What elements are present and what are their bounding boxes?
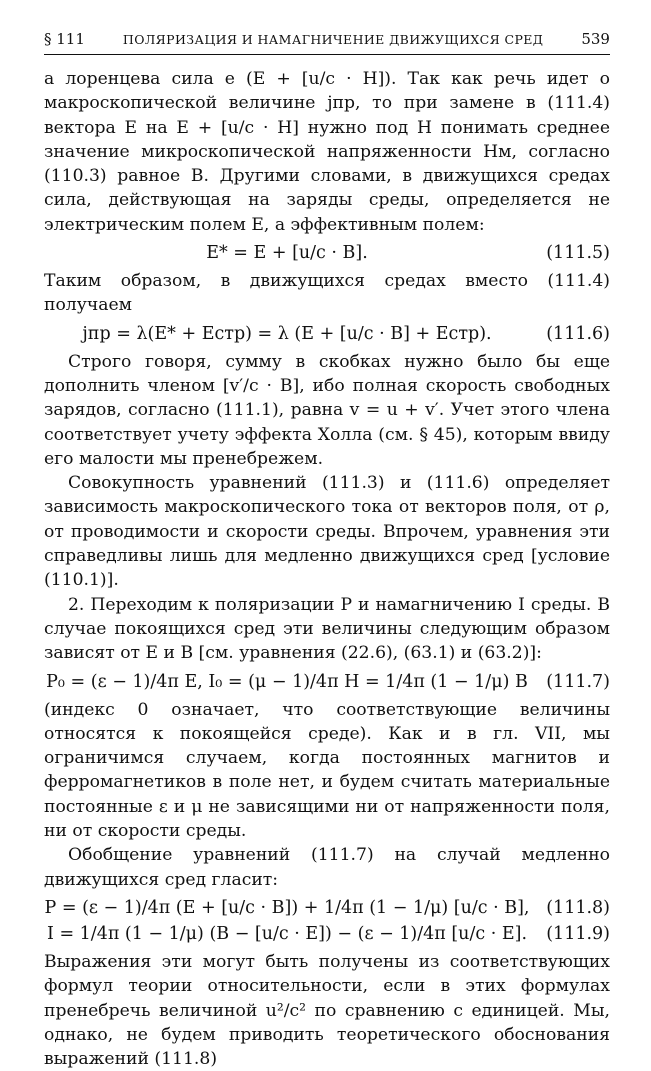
equation-111-5: [44, 243, 610, 263]
paragraph: Таким образом, в движущихся средах вместо (111.4) получаем: [44, 271, 610, 316]
page: [44, 30, 610, 1071]
equation-number: (111.5): [546, 243, 610, 264]
equation-number: (111.7): [546, 671, 610, 692]
paragraph: Совокупность уравнений (111.3) и (111.6) определяет зависимость макроскопического тока от векторов поля, от ρ, от проводимости и скорости среды. Впрочем, уравнения эти справедливы лишь для медленно движущихся сред [условие (110.1)].: [44, 473, 610, 591]
paragraph: 2. Переходим к поляризации P и намагничению I среды. В случае покоящихся сред эти величины следующим образом зависят от E и B [см. уравнения (22.6), (63.1) и (63.2)]:: [44, 594, 610, 664]
running-header: [44, 30, 610, 55]
section-number: § 111: [44, 30, 85, 48]
equation-formula: P₀ = (ε − 1)/4π E, I₀ = (μ − 1)/4π H = 1/4π (1 − 1/μ) B: [46, 671, 528, 692]
equation-111-9: [44, 924, 610, 944]
paragraph: Обобщение уравнений (111.7) на случай медленно движущихся сред гласит:: [44, 845, 610, 890]
equation-number: (111.9): [546, 923, 610, 944]
equation-formula: P = (ε − 1)/4π (E + [u/c · B]) + 1/4π (1 − 1/μ) [u/c · B],: [44, 897, 530, 918]
equation-number: (111.8): [546, 897, 610, 918]
paragraph: Выражения эти могут быть получены из соответствующих формул теории относительности, если в этих формулах пренебречь величиной u²/c² по сравнению с единицей. Мы, однако, не будем приводить теоретического обоснования выражений (111.8): [44, 951, 610, 1070]
equation-formula: E* = E + [u/c · B].: [206, 243, 368, 264]
paragraph: (индекс 0 означает, что соответствующие величины относятся к покоящейся среде). Как и в гл. VII, мы ограничимся случаем, когда постоянных магнитов и ферромагнетиков в поле нет, и будем считать материальные постоянные ε и μ не зависящими ни от напряженности поля, ни от скорости среды.: [44, 699, 610, 842]
equation-111-8: [44, 898, 610, 918]
paragraph: Строго говоря, сумму в скобках нужно было бы еще дополнить членом [v′/c · B], ибо полная скорость свободных зарядов, согласно (111.1), равна v = u + v′. Учет этого члена соответствует учету эффекта Холла (см. § 45), которым ввиду его малости мы пренебрежем.: [44, 351, 610, 469]
page-body: [44, 67, 610, 1071]
equation-formula: I = 1/4π (1 − 1/μ) (B − [u/c · E]) − (ε − 1)/4π [u/c · E].: [46, 923, 528, 944]
page-number: 539: [581, 30, 610, 48]
equation-111-6: [44, 324, 610, 344]
paragraph: а лоренцева сила e (E + [u/c · H]). Так как речь идет о макроскопической величине jпр, то при замене в (111.4) вектора E на E + [u/c · H] нужно под H понимать среднее значение микроскопической напряженности Hм, согласно (110.3) равное B. Другими словами, в движущихся средах сила, действующая на заряды среды, определяется не электрическим полем E, а эффективным полем:: [44, 69, 610, 235]
equation-formula: jпр = λ(E* + Eстр) = λ (E + [u/c · B] + Eстр).: [82, 323, 492, 344]
running-title: ПОЛЯРИЗАЦИЯ И НАМАГНИЧЕНИЕ ДВИЖУЩИХСЯ СРЕД: [122, 32, 544, 47]
equation-111-7: [44, 672, 610, 692]
equation-number: (111.6): [546, 323, 610, 344]
